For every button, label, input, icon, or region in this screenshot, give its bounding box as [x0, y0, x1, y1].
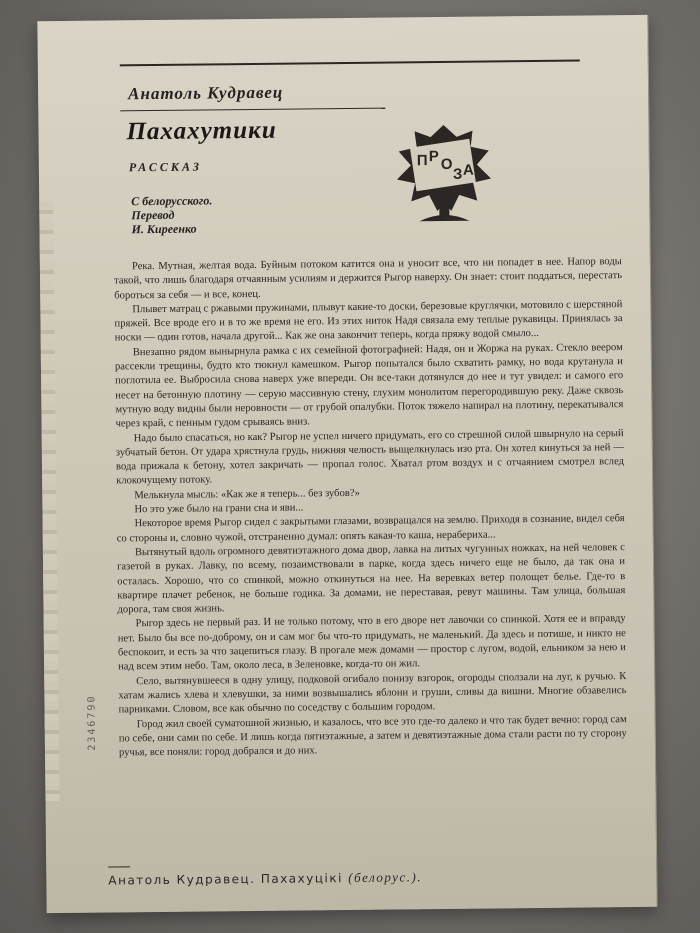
story-body [114, 255, 627, 761]
credit-line: Перевод [131, 207, 175, 223]
story-title: Пахахутики [126, 116, 277, 146]
paragraph: Рыгор здесь не первый раз. И не только потому, что в его дворе нет лавочки со спинкой. Хотя ее и вправду нет. Было бы все по-доброму, он и сам мог бы что-то придумать, не маленький. Да здесь и потише, и никто не беспокоит, и есть за что зацепиться глазу. В прогале меж домами — простор с лугом, водой, ельником за нею и над всем этим небо. Там, около леса, в Зеленовке, когда-то он жил. [117, 613, 626, 673]
footer-title: Пахахуцікі [260, 871, 343, 886]
footer-credit [108, 869, 422, 888]
emblem-letter: О [440, 155, 453, 174]
paragraph: Мелькнула мысль: «Как же я теперь... без зубов?» [134, 487, 360, 501]
paragraph: Плывет матрац с ржавыми пружинами, плывут какие-то доски, березовые круглячки, мотовило с шерстяной пряжей. Все вроде его и в то же время не его. Из этих ниток Надя связала ему теплые рукавицы. Принялась за носки — один готов, начала другой... Как же она закончит теперь, когда пряжу водой смыло... [114, 299, 623, 344]
magazine-page [37, 15, 657, 913]
emblem-letter: П [416, 152, 428, 170]
footer-rule [108, 866, 130, 867]
paragraph: Река. Мутная, желтая вода. Буйным потоком катится она и уносит все, что ни попадет в нее. Напор воды такой, что лишь благодаря отчаянным усилиям и держится Рыгор наверху. Он знает: стоит поддаться, перестать бороться за себя — и все, конец. [114, 256, 623, 302]
emblem-letter: З [452, 165, 463, 183]
story-genre: РАССКАЗ [128, 159, 203, 175]
paragraph: Некоторое время Рыгор сидел с закрытыми глазами, возвращался на землю. Приходя в сознание, видел себя со стороны и, словно чужой, отстраненно думал: опять какая-то каша, нерабериха... [116, 513, 625, 545]
torn-edge [39, 201, 59, 801]
paragraph: Внезапно рядом вынырнула рамка с их семейной фотографией: Надя, он и Жоржа на руках. Стекло веером рассекли трещины, будто кто тюкнул камешком. Рыгор попытался было схватить рамку, но вода крутанула и поглотила ее. Выбросила снова наверх уже впереди. Он все-таки дотянулся до нее и тут увидел: и самого его несет на бетонную плотину — серую массивную стену, глухим монолитом перегородившую реку. Даже сквозь мутную воду видны были неровности — от грубой опалубки. Поток тяжело напирал на плотину, перекатывался через край, с пенным гудом срываясь вниз. [114, 341, 624, 430]
library-stamp-number: 2346790 [86, 694, 98, 751]
top-rule [120, 60, 580, 67]
credit-line: С белорусского. [131, 193, 213, 209]
proza-tree-emblem [388, 116, 499, 227]
footer-author: Анатоль Кудравец. [108, 871, 256, 888]
author-name: Анатоль Кудравец [128, 82, 284, 104]
paragraph: Надо было спасаться, но как? Рыгор не успел ничего придумать, его со стрешной силой швырнуло на серый зубчатый бетон. От удара хрястнула грудь, нижняя челюсть выщелкнулась изо рта. Он хотел кинуться за ней — вода прижала к бетону, хотел закричать — пропал голос. Хватал ртом воздух и с отчаянием смотрел вслед клокочущему потоку. [115, 427, 625, 487]
credit-line: И. Киреенко [131, 221, 197, 237]
emblem-letter: А [462, 161, 474, 179]
author-rule [120, 108, 385, 112]
emblem-letter: Р [428, 148, 439, 166]
paragraph: Село, вытянувшееся в одну улицу, подковой огибало понизу взгорок, огороды сползали на луг, к ручью. К хатам жались хлева и хлевушки, за ними возвышались яблони и груши, сливы да вишни. Многие обзавелись парниками. Словом, все как обычно по соседству с большим городом. [118, 670, 627, 716]
footer-language: (белорус.). [348, 869, 423, 886]
translation-credits [131, 193, 212, 236]
paragraph: Но это уже было на грани сна и яви... [134, 502, 304, 516]
paragraph: Вытянутый вдоль огромного девятиэтажного дома двор, лавка на литых чугунных ножках, на ней человек с газетой в руках. Лавку, по всему, позаимствовали в парке, когда здесь ничего еще не было, да так она и осталась. Хорошо, что со спинкой, можно откинуться на нее. На веревках ветер полощет белье. Где-то в квартире плачет ребенок, не больше годика. За домами, не переставая, ревут машины. Там улица, большая дорога, там своя жизнь. [117, 542, 626, 616]
paragraph: Город жил своей суматошной жизнью, и казалось, что все это где-то далеко и что так будет вечно: город сам по себе, они сами по себе. И лишь когда пятиэтажные, а затем и девятиэтажные дома стали расти по ту сторону ручья, все поняли: город добрался и до них. [118, 713, 627, 759]
